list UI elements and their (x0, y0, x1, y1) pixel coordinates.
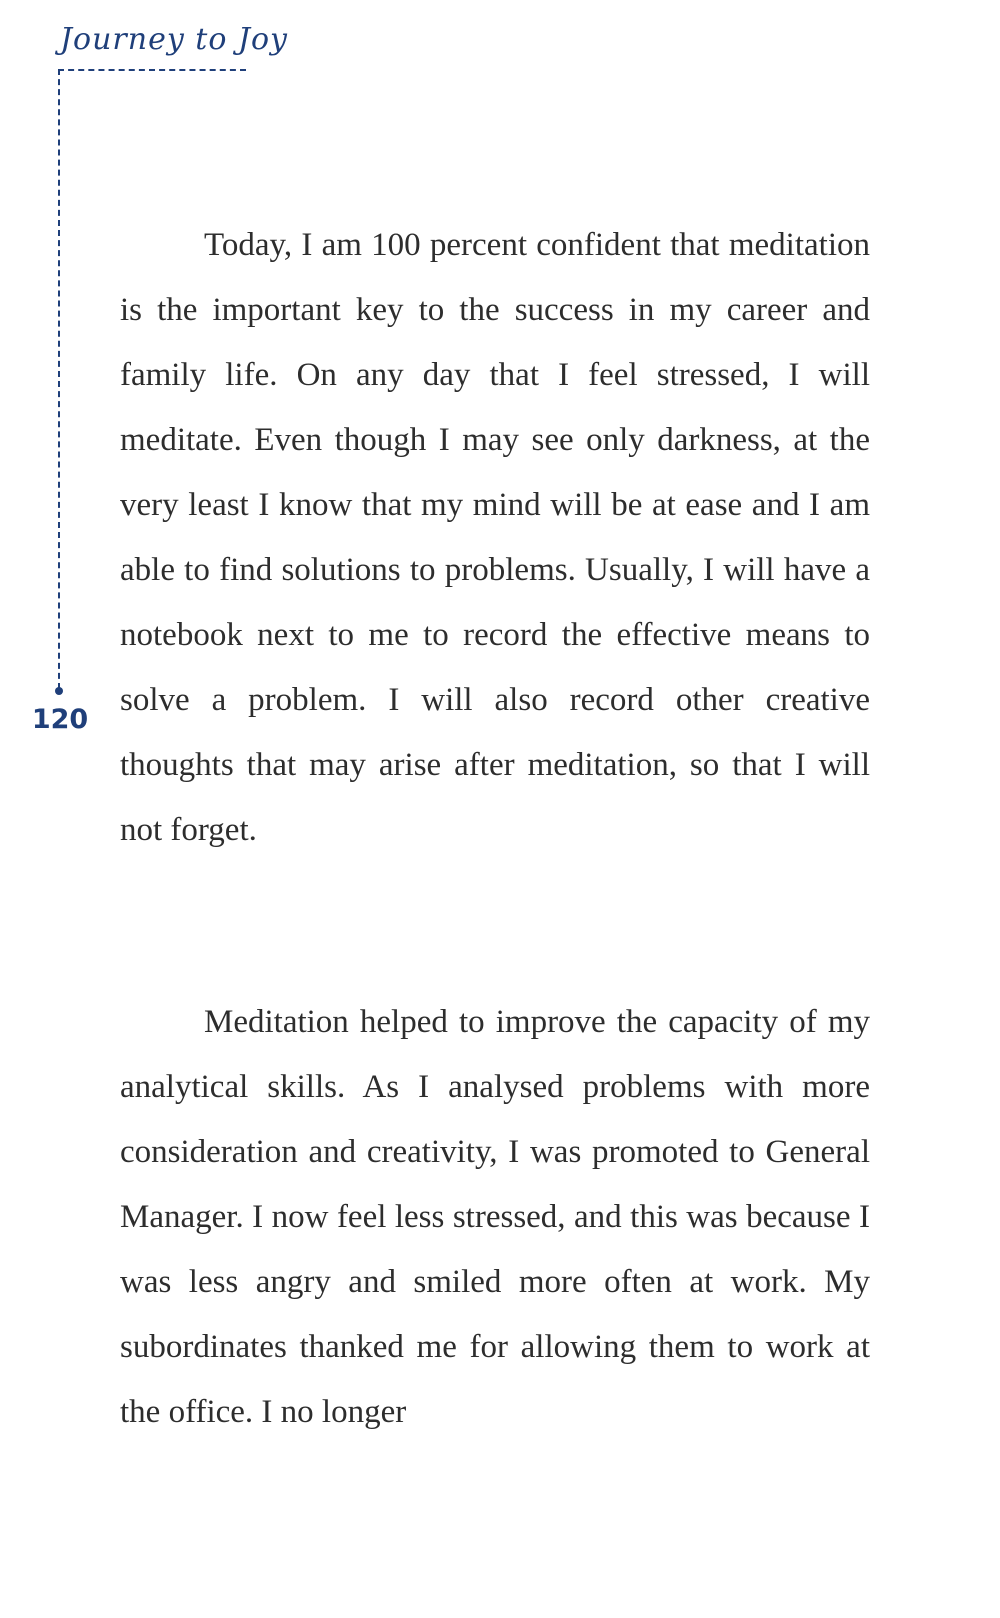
header-dashed-rule (58, 69, 246, 71)
body-paragraph-2 (120, 990, 870, 1445)
paragraph-text: Meditation helped to improve the capacity of my analytical skills. As I analysed problems with more consideration and creativity, I was promoted to General Manager. I now feel less stressed, and this was because I was less angry and smiled more often at work. My subordinates thanked me for allowing them to work at the office. I no longer (120, 1004, 870, 1430)
page-number: 120 (31, 704, 89, 735)
running-header-title: Journey to Joy (60, 22, 288, 57)
margin-dashed-rule (58, 69, 60, 689)
margin-dot-marker (55, 687, 63, 695)
paragraph-text: Today, I am 100 percent confident that meditation is the important key to the success in my career and family life. On any day that I feel stressed, I will meditate. Even though I may see only darkness, at the very least I know that my mind will be at ease and I am able to find solutions to problems. Usually, I will have a notebook next to me to record the effective means to solve a problem. I will also record other creative thoughts that may arise after meditation, so that I will not forget. (120, 227, 870, 848)
body-paragraph-1 (120, 213, 870, 863)
